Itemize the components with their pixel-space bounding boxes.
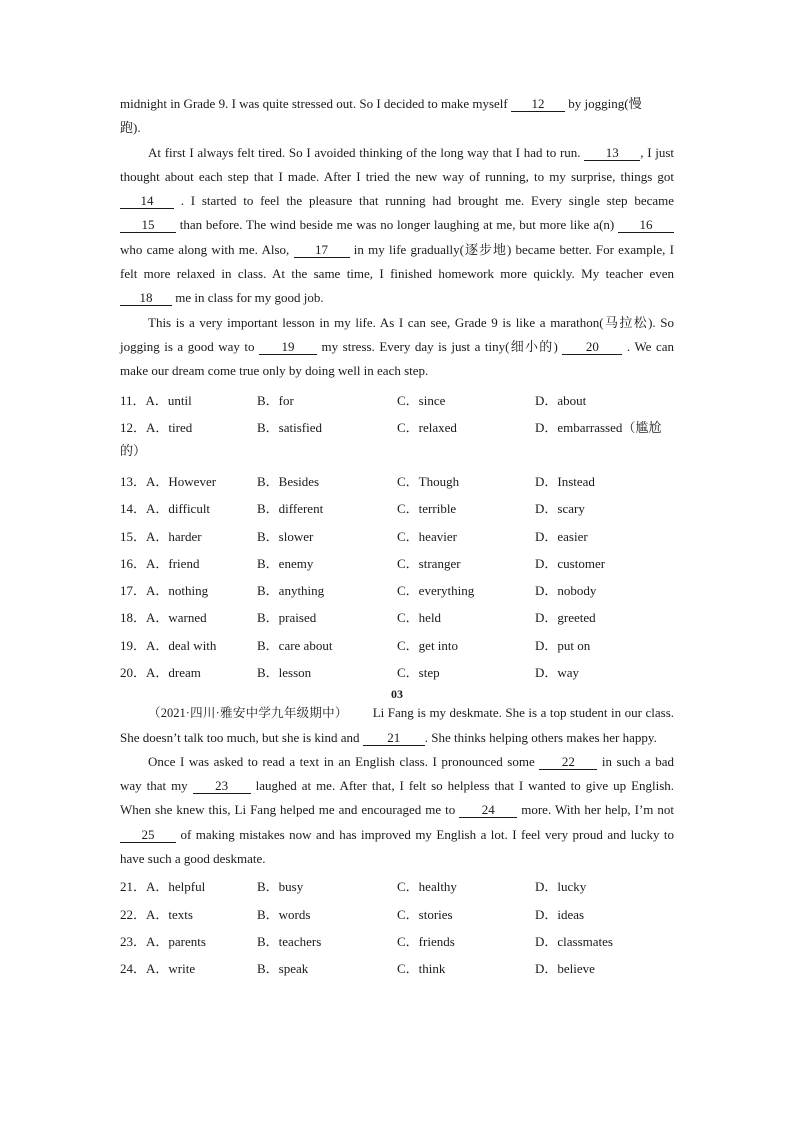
text: more. With her [521,802,602,818]
section-number: 03 [391,687,403,702]
option-a[interactable]: A．harder [146,528,202,544]
text: of making mistakes now and has improved my English a lot. I feel very [180,826,569,842]
question-number: 21． [120,879,147,895]
question-number: 15． [120,528,147,544]
text: bad way that my [120,753,675,794]
option-b[interactable]: B．teachers [257,934,322,950]
option-row [120,603,674,630]
option-d[interactable]: D．put on [535,637,591,653]
blank-18[interactable]: 18 [120,290,172,306]
option-row [120,467,674,494]
text: So jogging is a good way to [120,314,675,354]
text: At first I always felt tired. So I avoided thinking of the long way that I had to run. [148,144,581,160]
paragraph [120,141,674,311]
option-c[interactable]: C．get into [397,637,459,653]
option-d[interactable]: D．way [535,665,580,681]
option-d[interactable]: D．embarrassed（尴尬 [535,420,662,436]
option-d[interactable]: D．classmates [535,934,613,950]
paragraph [120,92,674,141]
text: I just thought about each step that I made. After I tried the new way of running, to my surprise, [120,144,675,184]
text: midnight in Grade 9. I was quite stressed out. So I decided to make myself [120,96,508,111]
option-a[interactable]: A．However [146,474,217,489]
blank-13[interactable]: 13 [584,145,640,161]
text: , [640,144,644,160]
option-b[interactable]: B．for [257,392,294,408]
option-a[interactable]: A．nothing [146,583,209,599]
option-d[interactable]: D．believe [535,961,595,977]
option-b[interactable]: B．lesson [257,665,312,681]
text: in such a [601,753,651,769]
option-a[interactable]: A．deal with [146,637,217,653]
text: quickly. My teacher even [533,266,675,282]
option-row [120,413,674,467]
option-c[interactable]: C．held [397,610,442,626]
option-c[interactable]: C．think [397,961,446,977]
text: a(n) [593,217,615,233]
option-c[interactable]: C．healthy [397,879,457,895]
option-b[interactable]: B．enemy [257,555,314,571]
blank-19[interactable]: 19 [259,339,317,355]
passage-2 [120,701,674,871]
option-b[interactable]: B．praised [257,610,317,626]
option-row [120,658,674,685]
question-number: 14． [120,501,147,517]
question-number: 19． [120,637,147,653]
blank-22[interactable]: 22 [539,754,597,770]
blank-15[interactable]: 15 [120,217,176,233]
text: better. For example, I felt more relaxed in class. At the same time, I finished homework more [120,241,675,282]
option-c[interactable]: C．everything [397,583,475,599]
text: . I started to feel the pleasure that running had brought me. Every single step [180,193,628,209]
blank-16[interactable]: 16 [618,217,674,233]
text: . [626,338,631,354]
blank-12[interactable]: 12 [511,96,565,112]
question-number: 13． [120,474,147,489]
option-row [120,576,674,603]
option-c[interactable]: C．stories [397,906,453,922]
text: laughed at me. After that, I felt so helpless that I wanted to give up [255,778,627,794]
option-b[interactable]: B．words [257,906,311,922]
option-c[interactable]: C．since [397,392,446,408]
text: English. When she knew this, Li Fang helped me and encouraged me to [120,778,675,818]
option-row [120,954,674,981]
question-number: 23． [120,934,147,950]
document-page [120,92,674,982]
text: . She thinks helping others [424,729,564,745]
option-a[interactable]: A．texts [146,906,193,922]
option-d[interactable]: D．nobody [535,583,597,599]
text: This is a very important lesson in my life. As I can see, Grade 9 is like a marathon(马拉松). [148,314,656,330]
blank-14[interactable]: 14 [120,193,174,209]
text: help, I’m not [605,802,675,818]
option-c[interactable]: C．relaxed [397,420,457,436]
question-number: 16． [120,555,147,571]
blank-21[interactable]: 21 [363,730,425,746]
text: proud and lucky to have such a good deskmate. [120,826,675,867]
paragraph [120,311,674,384]
option-b[interactable]: B．different [257,501,324,517]
text: 跑). [120,120,141,136]
blank-20[interactable]: 20 [562,339,622,355]
text: We can make our dream come true only by doing well in each step. [120,338,675,379]
option-c[interactable]: C．stranger [397,555,461,571]
option-b[interactable]: B．satisfied [257,420,322,436]
passage-1 [120,92,674,384]
option-row [120,872,674,899]
option-d[interactable]: D．customer [535,555,606,571]
option-d[interactable]: D．lucky [535,879,587,895]
option-row [120,494,674,521]
option-row [120,386,674,413]
blank-24[interactable]: 24 [459,802,517,818]
option-row [120,900,674,927]
option-d[interactable]: D．greeted [535,610,596,626]
text: things got [620,168,674,184]
text: our class. She doesn’t talk too much, but she is kind and [120,705,675,745]
option-c[interactable]: C．terrible [397,501,457,517]
option-a[interactable]: A．helpful [146,879,206,895]
option-c[interactable]: C．friends [397,934,455,950]
text: by jogging(慢 [568,96,642,111]
option-d[interactable]: D．about [535,392,587,408]
option-b[interactable]: B．busy [257,879,304,895]
option-d[interactable]: D．scary [535,501,585,517]
question-number: 12． [120,420,147,436]
option-row [120,631,674,658]
option-b[interactable]: B．care about [257,637,333,653]
blank-17[interactable]: 17 [294,242,350,258]
option-a[interactable]: A．warned [146,610,207,626]
option-a[interactable]: A．dream [146,665,201,681]
paragraph [120,701,674,750]
option-b[interactable]: B．slower [257,528,314,544]
text: became [634,193,675,209]
question-number: 24． [120,961,147,977]
question-number: 20． [120,665,147,681]
option-c[interactable]: C．step [397,665,440,681]
question-number: 17． [120,583,147,599]
option-c[interactable]: C．Though [397,474,460,489]
option-d-continued: 的） [120,442,147,458]
option-row [120,521,674,548]
question-number: 11． [120,392,146,408]
option-d[interactable]: D．ideas [535,906,585,922]
option-b[interactable]: B．speak [257,961,309,977]
text: who came along with me. Also, [120,241,290,257]
text: in my life gradually(逐步地) became [353,241,556,257]
option-a[interactable]: A．difficult [146,501,211,517]
option-c[interactable]: C．heavier [397,528,457,544]
option-row [120,549,674,576]
question-number: 18． [120,610,147,626]
option-a[interactable]: A．until [145,392,192,408]
text: Once I was asked to read a text in an English class. I pronounced some [148,753,535,769]
option-a[interactable]: A．parents [146,934,206,950]
text: Li Fang is my deskmate. She is a top student in [372,705,622,721]
option-d[interactable]: D．easier [535,528,588,544]
text: me in class for my good job. [175,290,324,306]
blank-23[interactable]: 23 [193,778,251,794]
option-b[interactable]: B．anything [257,583,325,599]
options-list-1 [120,386,674,686]
text: than before. The wind beside me was no longer laughing at me, but more like [179,217,590,233]
text: my stress. Every day is just a tiny(细小的) [321,338,558,354]
option-a[interactable]: A．write [146,961,196,977]
paragraph [120,750,674,871]
option-a[interactable]: A．friend [146,555,200,571]
options-list-2 [120,872,674,981]
option-a[interactable]: A．tired [146,420,193,436]
source-label: （2021·四川·雅安中学九年级期中） [148,706,348,721]
blank-25[interactable]: 25 [120,827,176,843]
option-row [120,927,674,954]
question-number: 22． [120,906,147,922]
text: makes her happy. [566,729,657,745]
option-d[interactable]: D．Instead [535,474,595,489]
option-b[interactable]: B．Besides [257,474,320,489]
